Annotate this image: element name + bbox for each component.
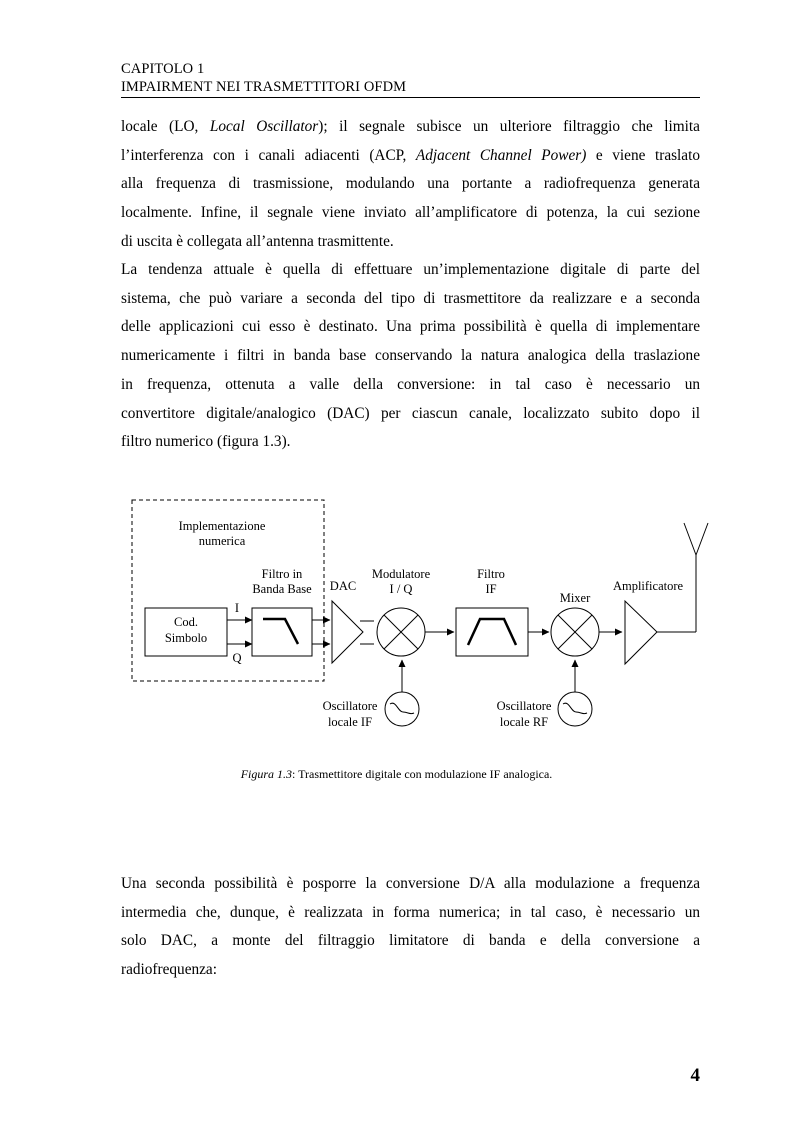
paragraph-3-line: solo DAC, a monte del filtraggio limitatore di banda e della conversione a — [121, 932, 700, 950]
header-rule — [121, 97, 700, 98]
paragraph-1-line: alla frequenza di trasmissione, modulando una portante a radiofrequenza generata — [121, 175, 700, 193]
paragraph-2-line: numericamente i filtri in banda base conservando la natura analogica della traslazione — [121, 347, 700, 365]
if-filter-label-2: IF — [485, 582, 497, 596]
paragraph-2-line: filtro numerico (figura 1.3). — [121, 433, 291, 451]
i-label: I — [234, 601, 240, 615]
amplifier-label: Amplificatore — [612, 579, 684, 593]
running-header — [121, 60, 700, 96]
figure-caption — [0, 767, 793, 782]
baseband-filter-label-2: Banda Base — [252, 582, 312, 596]
symbol-coder-label-2: Simbolo — [164, 631, 208, 645]
paragraph-1-line: di uscita è collegata all’antenna trasmittente. — [121, 232, 394, 250]
rf-oscillator-circle — [558, 692, 592, 726]
paragraph-3-line: Una seconda possibilità è posporre la conversione D/A alla modulazione a frequenza — [121, 875, 700, 892]
if-oscillator-label-1: Oscillatore — [322, 699, 378, 713]
mixer-label: Mixer — [559, 591, 591, 605]
page-number: 4 — [690, 1065, 700, 1086]
paragraph-3-line: intermedia che, dunque, è realizzata in forma numerica; in tal caso, è necessario un — [121, 903, 700, 921]
impl-label-2: numerica — [198, 534, 246, 548]
baseband-filter-label-1: Filtro in — [261, 567, 303, 581]
impl-label-1: Implementazione — [178, 519, 266, 533]
amplifier-triangle-icon — [625, 601, 657, 664]
baseband-filter-block — [252, 608, 312, 656]
dac-label: DAC — [329, 579, 357, 593]
paragraph-1-line: locale (LO, Local Oscillator); il segnale subisce un ulteriore filtraggio che limita — [121, 118, 700, 135]
paragraph-2-line: in frequenza, ottenuta a valle della conversione: in tal caso è necessario un — [121, 375, 700, 393]
symbol-coder-label-1: Cod. — [174, 615, 198, 629]
paragraph-2-line: sistema, che può variare a seconda del tipo di trasmettitore da realizzare e a seconda — [121, 289, 700, 307]
paragraph-2-line: delle applicazioni cui esso è destinato. Una prima possibilità è quella di implementare — [121, 318, 700, 336]
rf-oscillator-label-2: locale RF — [499, 715, 549, 729]
block-diagram — [121, 494, 721, 764]
q-label: Q — [232, 651, 242, 665]
caption-label: Figura 1.3 — [240, 767, 293, 781]
caption-text: : Trasmettitore digitale con modulazione IF analogica. — [292, 767, 553, 781]
if-filter-label-1: Filtro — [477, 567, 505, 581]
header-title: IMPAIRMENT NEI TRASMETTITORI OFDM — [121, 79, 407, 95]
header-chapter: CAPITOLO 1 — [121, 61, 205, 77]
paragraph-3 — [121, 870, 700, 985]
if-oscillator-circle — [385, 692, 419, 726]
paragraph-1 — [121, 113, 700, 257]
rf-oscillator-label-1: Oscillatore — [496, 699, 552, 713]
paragraph-3-line: radiofrequenza: — [121, 961, 217, 979]
if-oscillator-label-2: locale IF — [327, 715, 373, 729]
paragraph-1-line: l’interferenza con i canali adiacenti (ACP, Adjacent Channel Power) e viene traslato — [121, 146, 700, 164]
paragraph-2 — [121, 256, 700, 457]
dac-triangle-icon — [332, 601, 363, 663]
modulator-label-1: Modulatore — [371, 567, 431, 581]
paragraph-1-line: localmente. Infine, il segnale viene inviato all’amplificatore di potenza, la cui sezione — [121, 204, 700, 222]
paragraph-2-line: La tendenza attuale è quella di effettuare un’implementazione digitale di parte del — [121, 261, 700, 278]
paragraph-2-line: convertitore digitale/analogico (DAC) per ciascun canale, localizzato subito dopo il — [121, 404, 700, 422]
if-filter-block — [456, 608, 528, 656]
modulator-label-2: I / Q — [389, 582, 413, 596]
block-diagram-figure — [121, 494, 721, 764]
